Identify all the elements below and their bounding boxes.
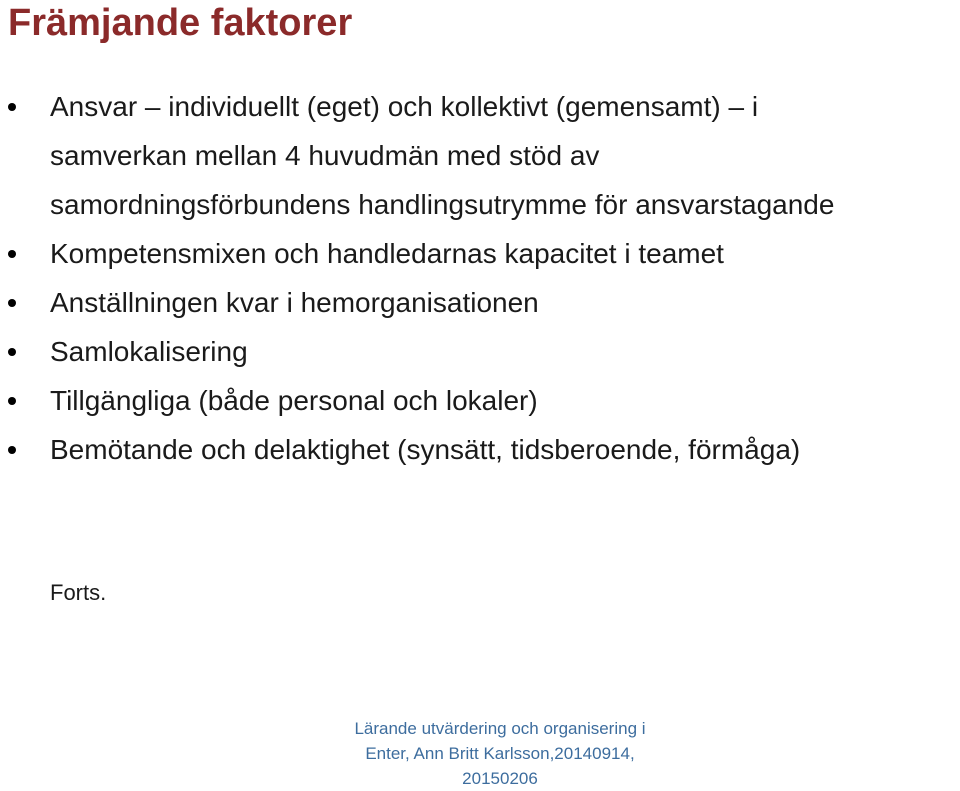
bullet-text: Kompetensmixen och handledarnas kapacitet i teamet [50,238,724,269]
bullet-item [0,327,960,376]
bullet-item [0,278,960,327]
bullet-dot-icon [8,299,16,307]
bullet-dot-icon [8,348,16,356]
footer-line: Enter, Ann Britt Karlsson,20140914, [365,744,635,763]
bullet-item [0,425,960,474]
bullet-list [0,82,960,474]
bullet-dot-icon [8,103,16,111]
slide-footer [335,716,665,791]
bullet-text: Anställningen kvar i hemorganisationen [50,287,539,318]
bullet-dot-icon [8,397,16,405]
footer-line: 20150206 [462,769,538,788]
slide-title: Främjande faktorer [8,2,353,44]
bullet-dot-icon [8,250,16,258]
bullet-item [0,376,960,425]
bullet-item [0,82,870,229]
bullet-dot-icon [8,446,16,454]
bullet-text: Tillgängliga (både personal och lokaler) [50,385,538,416]
bullet-text: Bemötande och delaktighet (synsätt, tidsberoende, förmåga) [50,434,801,465]
footer-line: Lärande utvärdering och organisering i [354,719,646,738]
bullet-text: Samlokalisering [50,336,248,367]
bullet-item [0,229,960,278]
continued-label: Forts. [50,580,107,605]
bullet-text: Ansvar – individuellt (eget) och kollektivt (gemensamt) – i samverkan mellan 4 huvudmän med stöd av samordningsförbundens handlingsutrymme för ansvarstagande [50,91,835,220]
